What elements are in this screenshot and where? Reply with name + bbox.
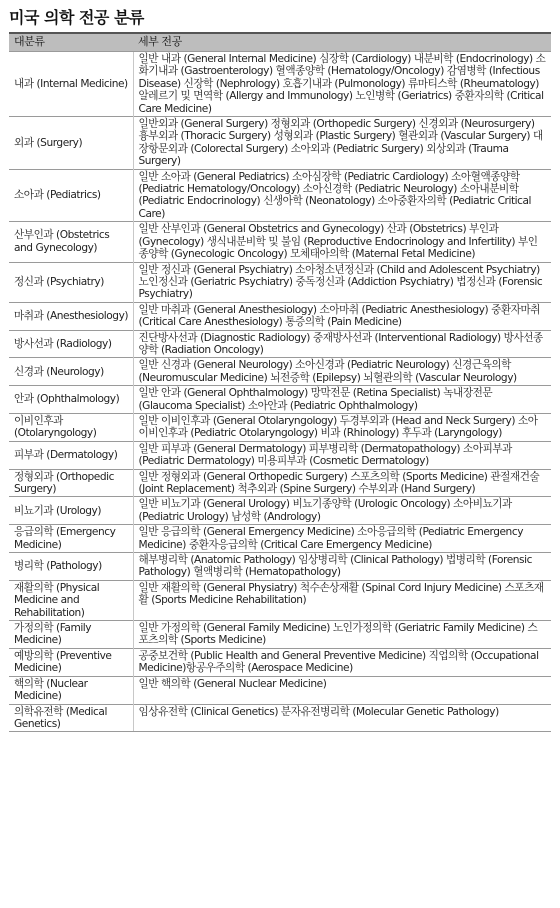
category-cell: 가정의학 (Family Medicine) bbox=[9, 621, 133, 649]
detail-cell: 일반 핵의학 (General Nuclear Medicine) bbox=[133, 676, 551, 704]
table-row bbox=[9, 441, 551, 469]
category-cell: 신경과 (Neurology) bbox=[9, 358, 133, 386]
category-cell: 정신과 (Psychiatry) bbox=[9, 262, 133, 302]
table-row bbox=[9, 330, 551, 358]
table-body bbox=[9, 52, 551, 732]
table-row bbox=[9, 413, 551, 441]
detail-cell: 해부병리학 (Anatomic Pathology) 임상병리학 (Clinical Pathology) 법병리학 (Forensic Pathology) 혈액병리학 (Hematopathology) bbox=[133, 553, 551, 581]
table-row bbox=[9, 621, 551, 649]
table-row bbox=[9, 117, 551, 170]
table-row bbox=[9, 222, 551, 262]
detail-cell: 일반외과 (General Surgery) 정형외과 (Orthopedic Surgery) 신경외과 (Neurosurgery) 흉부외과 (Thoracic Surgery) 성형외과 (Plastic Surgery) 혈관외과 (Vascular Surgery) 대장항문외과 (Colorectal Surgery) 소아외과 (Pediatric Surgery) 외상외과 (Trauma Surgery) bbox=[133, 117, 551, 170]
detail-cell: 진단방사선과 (Diagnostic Radiology) 중재방사선과 (Interventional Radiology) 방사선종양학 (Radiation Oncology) bbox=[133, 330, 551, 358]
table-row bbox=[9, 169, 551, 222]
header-detail: 세부 전공 bbox=[133, 33, 551, 52]
detail-cell: 일반 안과 (General Ophthalmology) 망막전문 (Retina Specialist) 녹내장전문 (Glaucoma Specialist) 소아안과 (Pediatric Ophthalmology) bbox=[133, 386, 551, 414]
category-cell: 방사선과 (Radiology) bbox=[9, 330, 133, 358]
detail-cell: 공중보건학 (Public Health and General Preventive Medicine) 직업의학 (Occupational Medicine)항공우주의학 (Aerospace Medicine) bbox=[133, 648, 551, 676]
table-row bbox=[9, 52, 551, 117]
category-cell: 마취과 (Anesthesiology) bbox=[9, 302, 133, 330]
category-cell: 산부인과 (Obstetrics and Gynecology) bbox=[9, 222, 133, 262]
table-row bbox=[9, 648, 551, 676]
table-row bbox=[9, 469, 551, 497]
category-cell: 정형외과 (Orthopedic Surgery) bbox=[9, 469, 133, 497]
detail-cell: 일반 신경과 (General Neurology) 소아신경과 (Pediatric Neurology) 신경근육의학 (Neuromuscular Medicine) 뇌전증학 (Epilepsy) 뇌혈관의학 (Vascular Neurology) bbox=[133, 358, 551, 386]
category-cell: 내과 (Internal Medicine) bbox=[9, 52, 133, 117]
header-category: 대분류 bbox=[9, 33, 133, 52]
table-row bbox=[9, 302, 551, 330]
table-row bbox=[9, 262, 551, 302]
detail-cell: 임상유전학 (Clinical Genetics) 분자유전병리학 (Molecular Genetic Pathology) bbox=[133, 704, 551, 732]
detail-cell: 일반 비뇨기과 (General Urology) 비뇨기종양학 (Urologic Oncology) 소아비뇨기과 (Pediatric Urology) 남성학 (Andrology) bbox=[133, 497, 551, 525]
table-row bbox=[9, 525, 551, 553]
table-row bbox=[9, 358, 551, 386]
category-cell: 병리학 (Pathology) bbox=[9, 553, 133, 581]
detail-cell: 일반 소아과 (General Pediatrics) 소아심장학 (Pediatric Cardiology) 소아혈액종양학 (Pediatric Hematology/Oncology) 소아신경학 (Pediatric Neurology) 소아내분비학 (Pediatric Endocrinology) 신생아학 (Neonatology) 소아중환자의학 (Pediatric Critical Care) bbox=[133, 169, 551, 222]
category-cell: 비뇨기과 (Urology) bbox=[9, 497, 133, 525]
detail-cell: 일반 가정의학 (General Family Medicine) 노인가정의학 (Geriatric Family Medicine) 스포츠의학 (Sports Medicine) bbox=[133, 621, 551, 649]
category-cell: 외과 (Surgery) bbox=[9, 117, 133, 170]
detail-cell: 일반 정형외과 (General Orthopedic Surgery) 스포츠의학 (Sports Medicine) 관절재건술 (Joint Replacement) 척추외과 (Spine Surgery) 수부외과 (Hand Surgery) bbox=[133, 469, 551, 497]
detail-cell: 일반 이비인후과 (General Otolaryngology) 두경부외과 (Head and Neck Surgery) 소아이비인후과 (Pediatric Otolaryngology) 비과 (Rhinology) 후두과 (Laryngology) bbox=[133, 413, 551, 441]
category-cell: 의학유전학 (Medical Genetics) bbox=[9, 704, 133, 732]
category-cell: 이비인후과 (Otolaryngology) bbox=[9, 413, 133, 441]
detail-cell: 일반 재활의학 (General Physiatry) 척수손상재활 (Spinal Cord Injury Medicine) 스포츠재활 (Sports Medicine Rehabilitation) bbox=[133, 580, 551, 620]
table-header-row bbox=[9, 33, 551, 52]
detail-cell: 일반 내과 (General Internal Medicine) 심장학 (Cardiology) 내분비학 (Endocrinology) 소화기내과 (Gastroenterology) 혈액종양학 (Hematology/Oncology) 감염병학 (Infectious Disease) 신장학 (Nephrology) 호흡기내과 (Pulmonology) 류마티스학 (Rheumatology) 알레르기 및 면역학 (Allergy and Immunology) 노인병학 (Geriatrics) 중환자의학 (Critical Care Medicine) bbox=[133, 52, 551, 117]
detail-cell: 일반 응급의학 (General Emergency Medicine) 소아응급의학 (Pediatric Emergency Medicine) 중환자응급의학 (Critical Care Emergency Medicine) bbox=[133, 525, 551, 553]
category-cell: 응급의학 (Emergency Medicine) bbox=[9, 525, 133, 553]
table-row bbox=[9, 553, 551, 581]
category-cell: 예방의학 (Preventive Medicine) bbox=[9, 648, 133, 676]
specialty-table bbox=[9, 32, 551, 732]
detail-cell: 일반 마취과 (General Anesthesiology) 소아마취 (Pediatric Anesthesiology) 중환자마취 (Critical Care Anesthesiology) 통증의학 (Pain Medicine) bbox=[133, 302, 551, 330]
table-row bbox=[9, 580, 551, 620]
table-row bbox=[9, 676, 551, 704]
table-row bbox=[9, 704, 551, 732]
detail-cell: 일반 산부인과 (General Obstetrics and Gynecology) 산과 (Obstetrics) 부인과 (Gynecology) 생식내분비학 및 불임 (Reproductive Endocrinology and Infertility) 부인종양학 (Gynecologic Oncology) 모체태아의학 (Maternal Fetal Medicine) bbox=[133, 222, 551, 262]
table-row bbox=[9, 386, 551, 414]
detail-cell: 일반 정신과 (General Psychiatry) 소아청소년정신과 (Child and Adolescent Psychiatry) 노인정신과 (Geriatric Psychiatry) 중독정신과 (Addiction Psychiatry) 법정신과 (Forensic Psychiatry) bbox=[133, 262, 551, 302]
category-cell: 핵의학 (Nuclear Medicine) bbox=[9, 676, 133, 704]
table-row bbox=[9, 497, 551, 525]
category-cell: 피부과 (Dermatology) bbox=[9, 441, 133, 469]
category-cell: 안과 (Ophthalmology) bbox=[9, 386, 133, 414]
category-cell: 재활의학 (Physical Medicine and Rehabilitation) bbox=[9, 580, 133, 620]
page-title: 미국 의학 전공 분류 bbox=[9, 8, 144, 27]
category-cell: 소아과 (Pediatrics) bbox=[9, 169, 133, 222]
detail-cell: 일반 피부과 (General Dermatology) 피부병리학 (Dermatopathology) 소아피부과 (Pediatric Dermatology) 미용피부과 (Cosmetic Dermatology) bbox=[133, 441, 551, 469]
